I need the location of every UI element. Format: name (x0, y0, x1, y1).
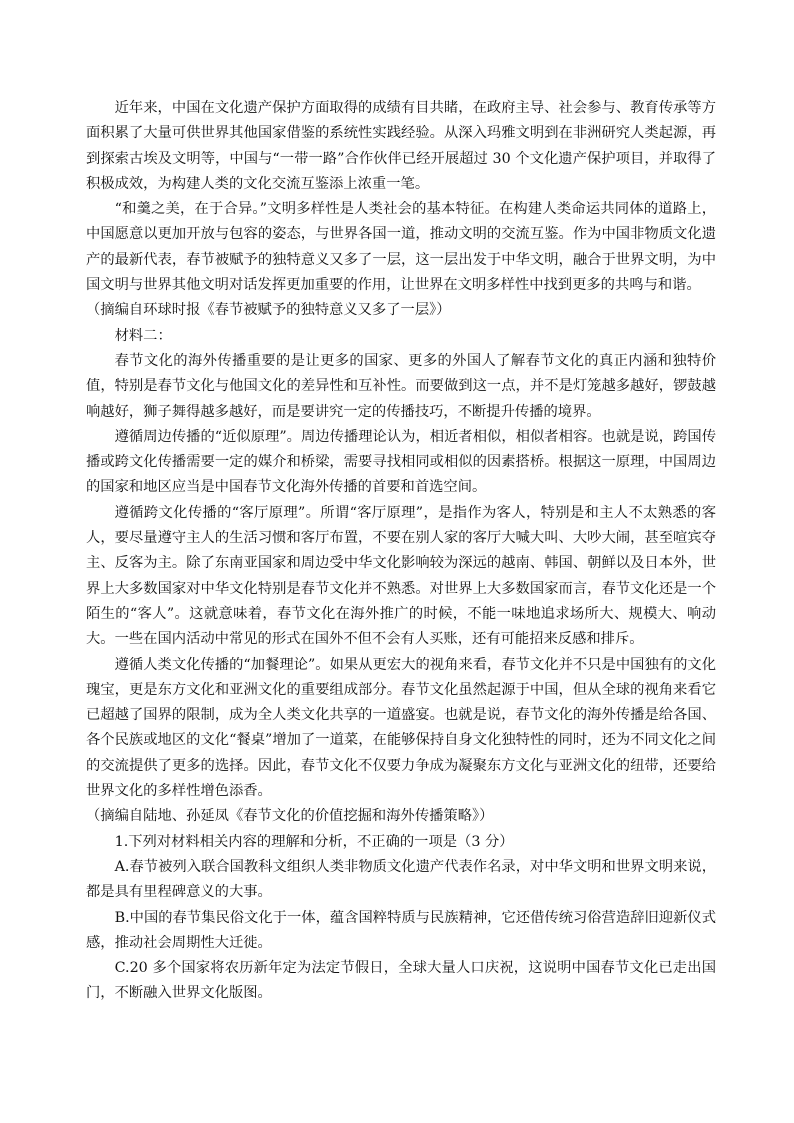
material-two-paragraph-4: 遵循人类文化传播的“加餐理论”。如果从更宏大的视角来看，春节文化并不只是中国独有的文化瑰宝，更是东方文化和亚洲文化的重要组成部分。春节文化虽然起源于中国，但从全球的视角来看它已超越了国界的限制，成为全人类文化共享的一道盛宴。也就是说，春节文化的海外传播是给各国、各个民族或地区的文化“餐桌”增加了一道菜，在能够保持自身文化独特性的同时，还为不同文化之间的交流提供了更多的选择。因此，春节文化不仅要力争成为凝聚东方文化与亚洲文化的纽带，还要给世界文化的多样性增色添香。 (86, 656, 716, 800)
question-1-option-a: A.春节被列入联合国教科文组织人类非物质文化遗产代表作名录，对中华文明和世界文明来说，都是具有里程碑意义的大事。 (86, 858, 716, 901)
material-one-source: （摘编自环球时报《春节被赋予的独特意义又多了一层》） (86, 302, 451, 319)
exam-page (86, 96, 716, 1007)
question-1-option-c: C.20 多个国家将农历新年定为法定节假日，全球大量人口庆祝，这说明中国春节文化已走出国门，不断融入世界文化版图。 (86, 960, 716, 1002)
material-two-source: （摘编自陆地、孙延凤《春节文化的价值挖掘和海外传播策略》） (86, 808, 494, 825)
question-1-option-b: B.中国的春节集民俗文化于一体，蕴含国粹特质与民族精神，它还借传统习俗营造辞旧迎新仪式感，推动社会周期性大迁徙。 (86, 909, 716, 951)
material-two-paragraph-2: 遵循周边传播的“近似原理”。周边传播理论认为，相近者相似，相似者相容。也就是说，跨国传播或跨文化传播需要一定的媒介和桥梁，需要寻找相同或相似的因素搭桥。根据这一原理，中国周边的国家和地区应当是中国春节文化海外传播的首要和首选空间。 (86, 428, 716, 496)
material-two-paragraph-3: 遵循跨文化传播的“客厅原理”。所谓“客厅原理”，是指作为客人，特别是和主人不太熟悉的客人，要尽量遵守主人的生活习惯和客厅布置，不要在别人家的客厅大喊大叫、大吵大闹，甚至喧宾夺主、反客为主。除了东南亚国家和周边受中华文化影响较为深远的越南、韩国、朝鲜以及日本外，世界上大多数国家对中华文化特别是春节文化并不熟悉。对世界上大多数国家而言，春节文化还是一个陌生的“客人”。这就意味着，春节文化在海外推广的时候，不能一味地追求场所大、规模大、响动大。一些在国内活动中常见的形式在国外不但不会有人买账，还有可能招来反感和排斥。 (86, 504, 716, 648)
material-one-paragraph-2: “和羹之美，在于合异。”文明多样性是人类社会的基本特征。在构建人类命运共同体的道路上，中国愿意以更加开放与包容的姿态，与世界各国一道，推动文明的交流互鉴。作为中国非物质文化遗产的最新代表，春节被赋予的独特意义又多了一层，这一层出发于中华文明，融合于世界文明，为中国文明与世界其他文明对话发挥更加重要的作用，让世界在文明多样性中找到更多的共鸣与和谐。 (86, 201, 716, 294)
question-1-stem: 1.下列对材料相关内容的理解和分析，不正确的一项是（3 分） (114, 833, 514, 850)
material-two-paragraph-1: 春节文化的海外传播重要的是让更多的国家、更多的外国人了解春节文化的真正内涵和独特价值，特别是春节文化与他国文化的差异性和互补性。而要做到这一点，并不是灯笼越多越好，锣鼓越响越好，狮子舞得越多越好，而是要讲究一定的传播技巧，不断提升传播的境界。 (86, 352, 716, 420)
material-two-heading: 材料二： (114, 327, 172, 344)
material-one-paragraph-1: 近年来，中国在文化遗产保护方面取得的成绩有目共睹，在政府主导、社会参与、教育传承等方面积累了大量可供世界其他国家借鉴的系统性实践经验。从深入玛雅文明到在非洲研究人类起源，再到探索古埃及文明等，中国与“一带一路”合作伙伴已经开展超过 30 个文化遗产保护项目，并取得了积极成效，为构建人类的文化交流互鉴添上浓重一笔。 (86, 100, 716, 192)
